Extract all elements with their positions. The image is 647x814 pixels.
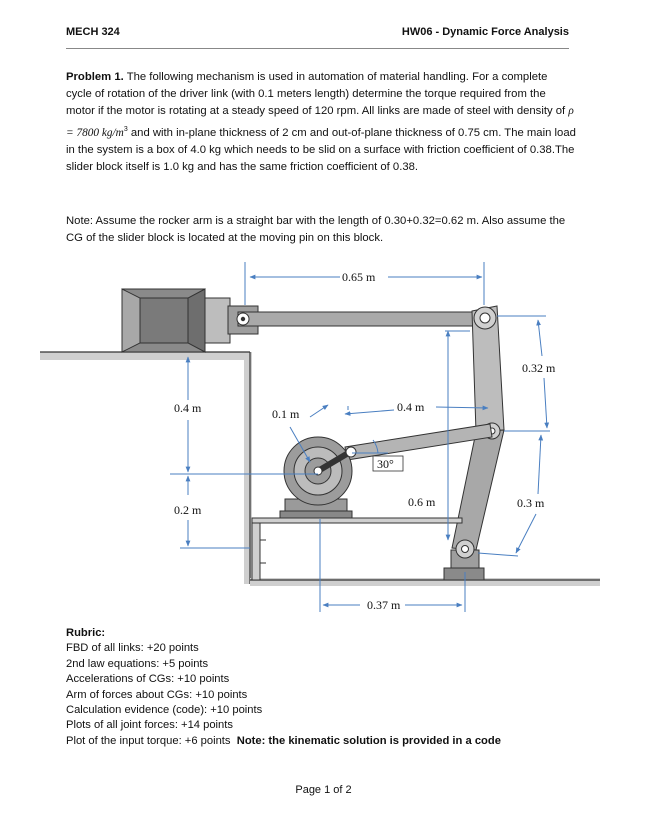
push-rod [237,312,484,326]
page-number: Page 1 of 2 [295,784,352,796]
table [252,518,462,580]
rubric-item: FBD of all links: +20 points [66,642,199,655]
rubric-title: Rubric: [66,627,106,639]
note-paragraph: Note: Assume the rocker arm is a straight bar with the length of 0.30+0.32=0.62 m. Also assume the CG of the slider block is located at the moving pin on this block. [66,215,566,245]
dim-lower-rocker: 0.3 m [517,496,545,510]
density-formula: ρ = 7800 kg/m [66,105,574,139]
dim-coupler: 0.4 m [397,400,425,414]
dim-rocker-height: 0.6 m [408,495,436,509]
assignment-title: HW06 - Dynamic Force Analysis [401,26,569,38]
dim-top-span: 0.65 m [342,270,376,284]
rubric-item: Accelerations of CGs: +10 points [66,673,230,686]
rubric-item: Calculation evidence (code): +10 points [66,704,263,717]
mechanism-figure [0,258,647,620]
rubric-item: Arm of forces about CGs: +10 points [66,688,248,701]
coupler-link [345,424,492,460]
density-exponent: 3 [123,125,128,133]
rubric-item: 2nd law equations: +5 points [66,657,209,670]
kinematic-note: Note: the kinematic solution is provided in a code [236,734,501,747]
dim-crank: 0.1 m [272,407,300,421]
problem-text-1: The following mechanism is used in automation of material handling. For a complete cycle of rotation of the driver link (with 0.1 meters length) determine the torque required from the motor if the motor is rotating at a steady speed of 120 rpm. All links are made of steel with density of [66,71,569,118]
dim-angle: 30° [377,457,394,471]
header-rule [66,48,569,49]
problem-text-2: and with in-plane thickness of 2 cm and out-of-plane thickness of 0.75 cm. The main load in the system is a box of 4.0 kg which needs to be slid on a surface with friction coefficient of 0.38.The slider block itself is 1.0 kg and has the same friction coefficient of 0.38. [66,126,576,173]
crank-motor [280,437,356,518]
rubric-torque-item: Plot of the input torque: +6 points [66,734,231,747]
dim-left-upper: 0.4 m [174,401,202,415]
motor-housing [122,289,230,352]
course-code: MECH 324 [66,26,120,38]
rubric-item: Plots of all joint forces: +14 points [66,719,233,732]
dim-left-lower: 0.2 m [174,503,202,517]
dim-upper-rocker: 0.32 m [522,361,556,375]
rubric-item-last [66,734,596,749]
problem-label: Problem 1. [66,71,124,83]
rubric [66,626,596,749]
dim-base-span: 0.37 m [367,598,401,612]
problem-statement [66,69,576,176]
